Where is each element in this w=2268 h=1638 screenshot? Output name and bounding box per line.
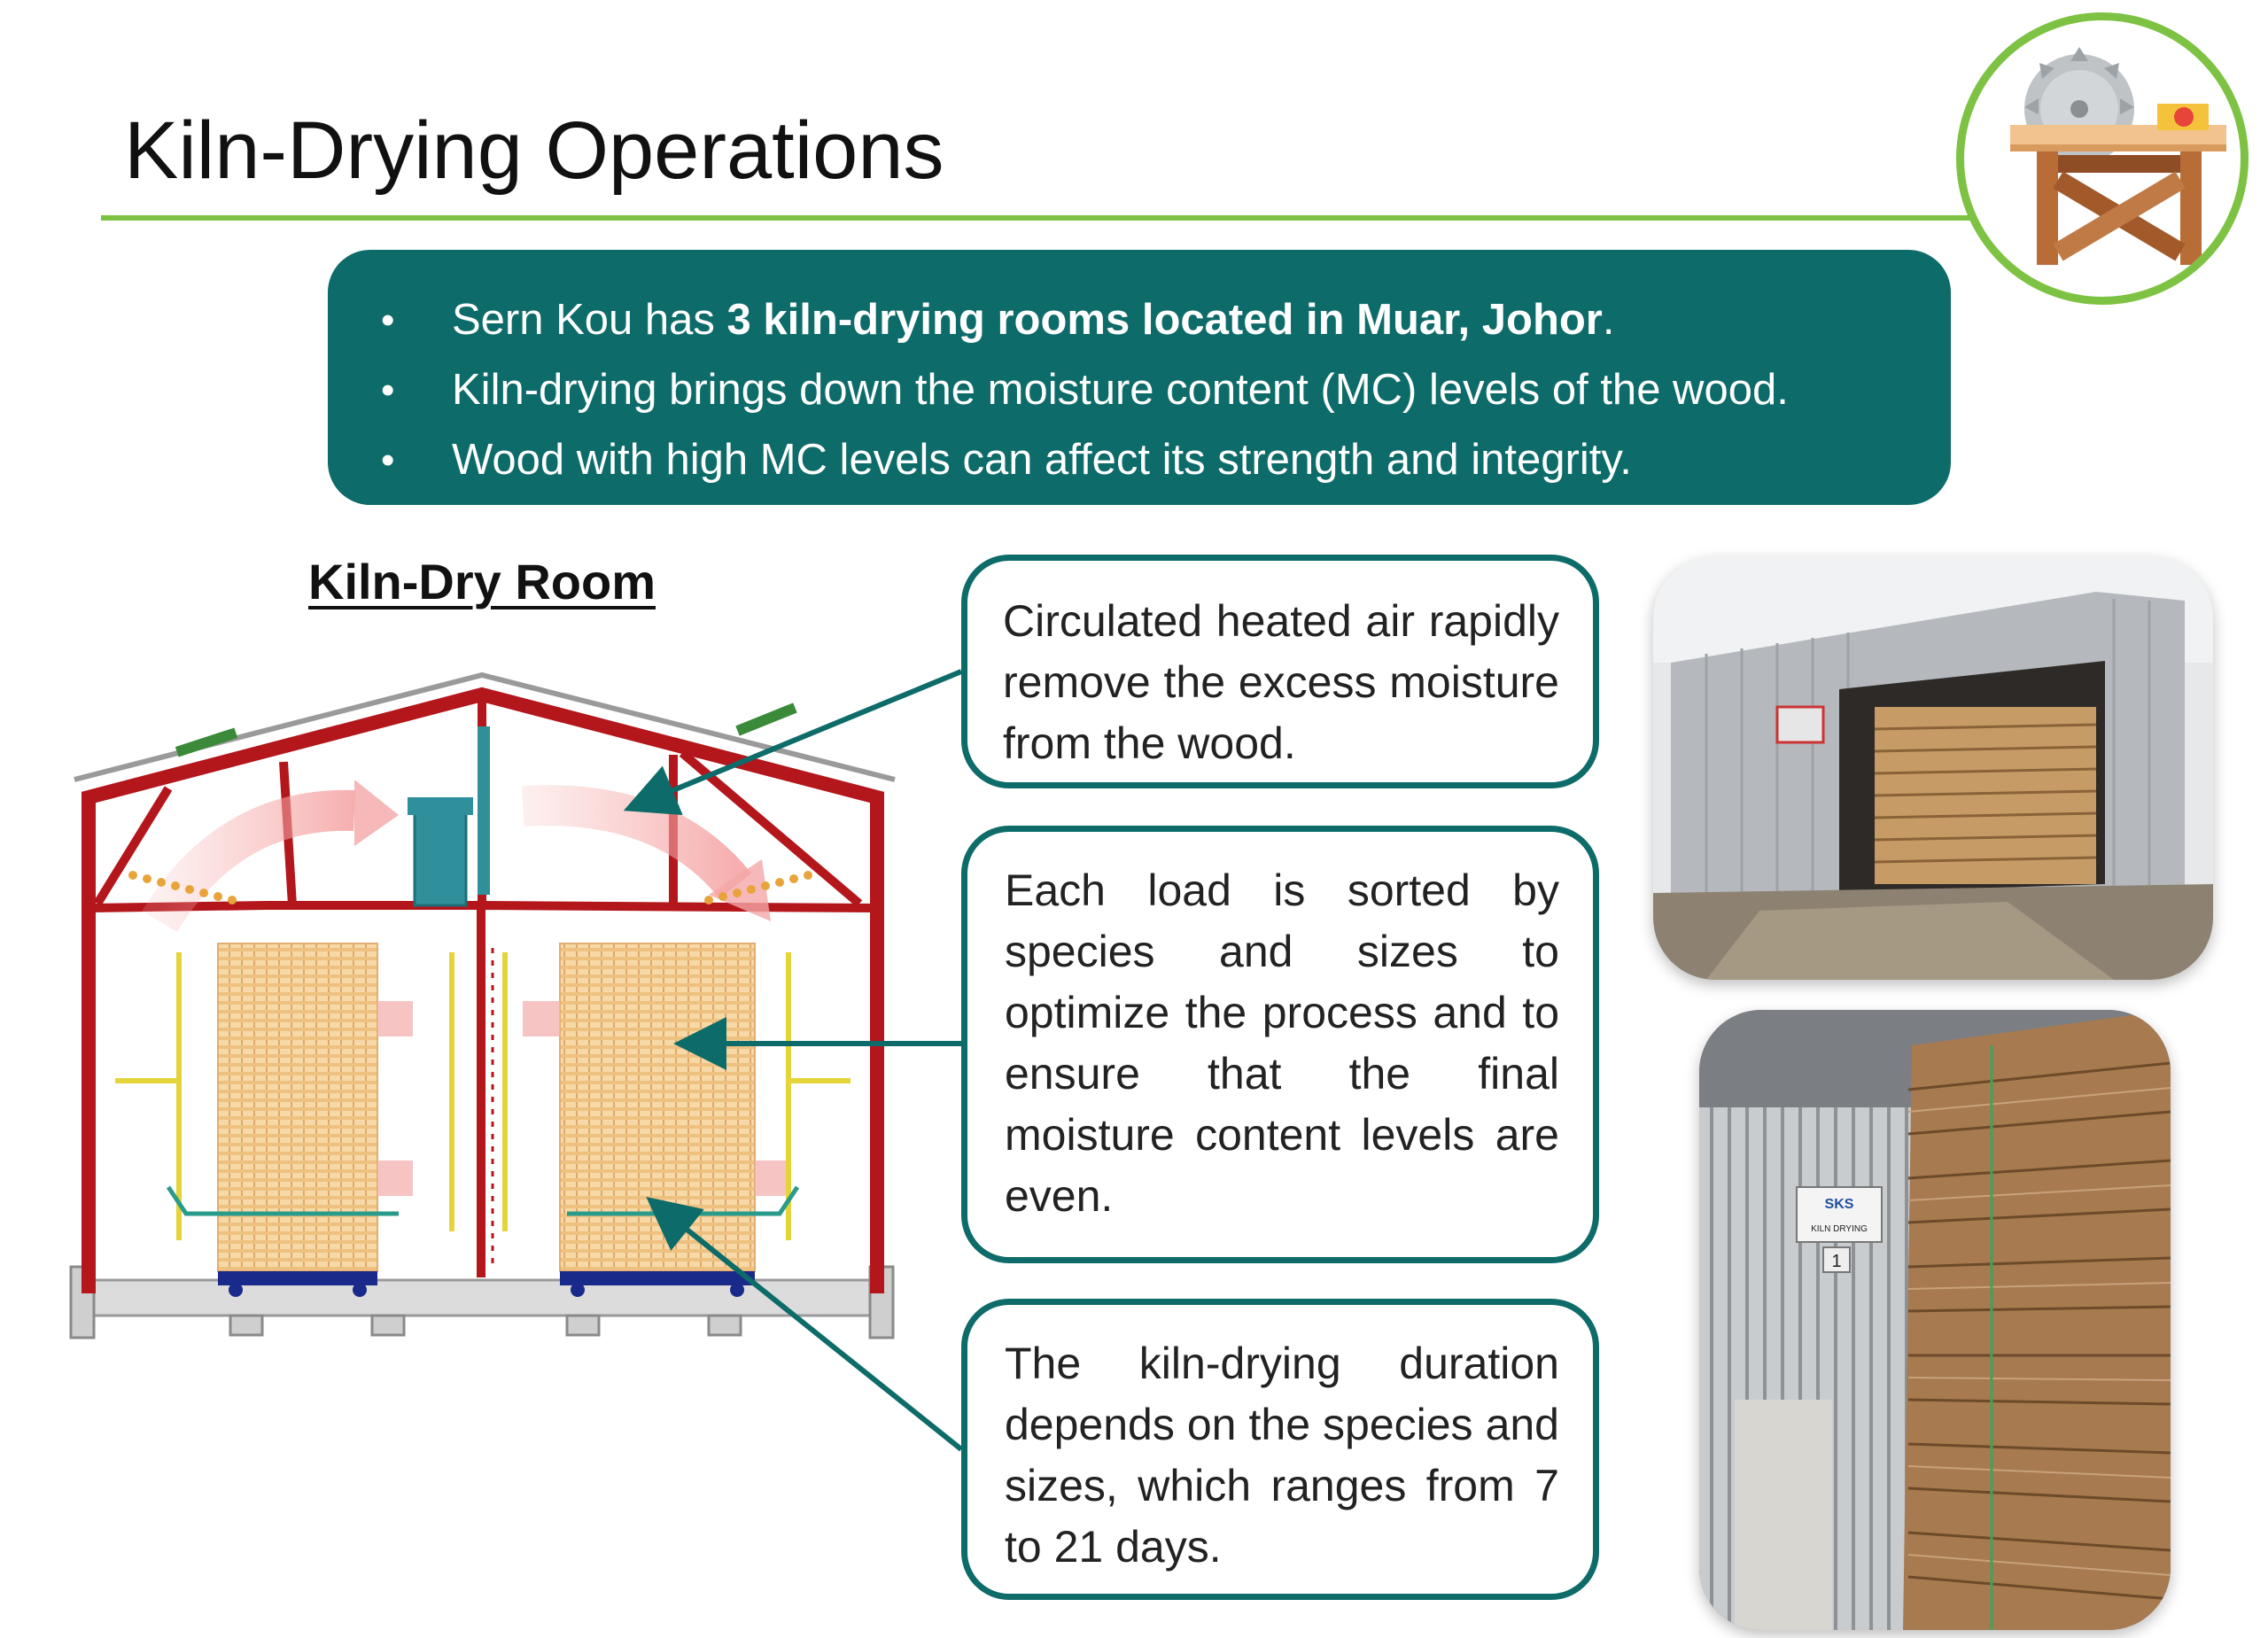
callout-heated-air: Circulated heated air rapidly remove the excess moisture from the wood. (961, 555, 1599, 788)
svg-text:KILN DRYING: KILN DRYING (1811, 1224, 1868, 1234)
bullet-icon: • (381, 299, 395, 342)
svg-text:1: 1 (1831, 1252, 1842, 1271)
kiln-exterior-photo (1653, 556, 2213, 980)
callout-drying-duration: The kiln-drying duration depends on the species and sizes, which ranges from 7 to 21 days. (961, 1299, 1599, 1600)
intro-bullet: • Wood with high MC levels can affect its strength and integrity. (363, 425, 1898, 495)
callout-load-sorting: Each load is sorted by species and sizes to optimize the process and to ensure that the final moisture content levels are even. (961, 826, 1599, 1263)
svg-text:SKS: SKS (1824, 1197, 1854, 1212)
table-saw-icon (1956, 12, 2249, 305)
title-divider (101, 215, 1979, 221)
kiln-room-cross-section-icon (62, 656, 913, 1382)
intro-bullet-list (363, 285, 1898, 495)
page-title: Kiln-Drying Operations (124, 105, 944, 196)
bullet-icon: • (381, 439, 395, 482)
intro-panel (328, 250, 1951, 505)
intro-bullet: • Kiln-drying brings down the moisture content (MC) levels of the wood. (363, 355, 1898, 425)
intro-bullet: • Sern Kou has 3 kiln-drying rooms located in Muar, Johor. (363, 285, 1898, 355)
diagram-heading: Kiln-Dry Room (308, 554, 656, 609)
kiln-lumber-stack-photo (1699, 1010, 2171, 1630)
bullet-icon: • (381, 369, 395, 412)
